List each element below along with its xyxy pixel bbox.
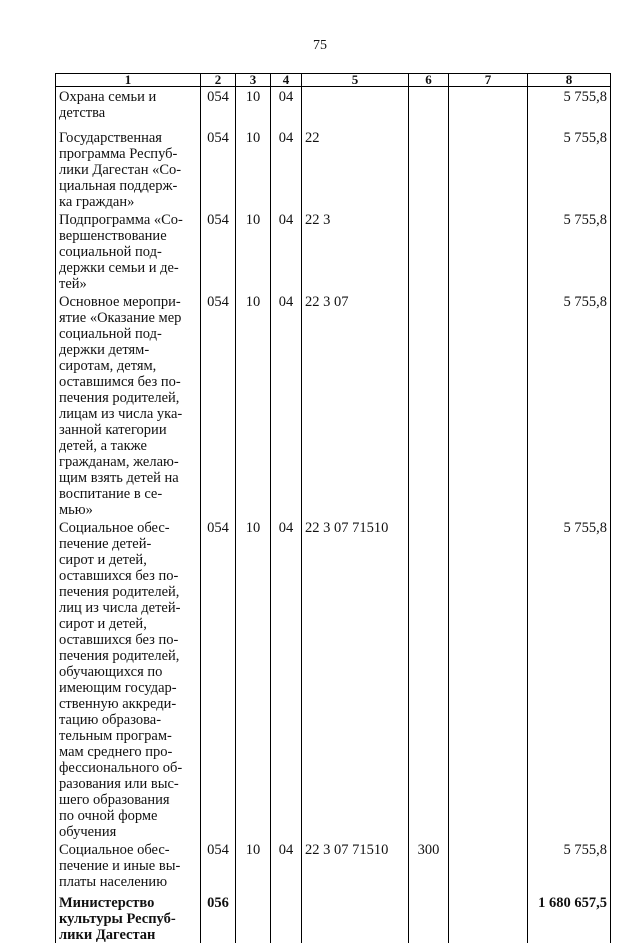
subsection-code-cell: 04 [271, 87, 302, 128]
expense-type-cell [409, 128, 449, 210]
table-row [56, 128, 611, 210]
row-name-cell: Охрана семьи и детства [56, 87, 201, 128]
column-7-cell [449, 87, 528, 128]
section-code-cell: 10 [236, 87, 271, 128]
column-7-cell [449, 518, 528, 840]
column-header: 5 [302, 74, 409, 87]
target-article-cell: 22 3 07 [302, 292, 409, 518]
chapter-code-cell: 054 [201, 518, 236, 840]
column-7-cell [449, 893, 528, 943]
amount-cell: 5 755,8 [528, 518, 611, 840]
amount-cell: 5 755,8 [528, 840, 611, 893]
column-7-cell [449, 292, 528, 518]
row-name-cell: Государственная программа Респуб- лики Дагестан «Со- циальная поддерж- ка граждан» [56, 128, 201, 210]
table-row [56, 893, 611, 943]
chapter-code-cell: 054 [201, 87, 236, 128]
subsection-code-cell: 04 [271, 128, 302, 210]
section-code-cell: 10 [236, 518, 271, 840]
target-article-cell [302, 893, 409, 943]
table-row [56, 210, 611, 292]
chapter-code-cell: 054 [201, 292, 236, 518]
table-row [56, 518, 611, 840]
section-code-cell: 10 [236, 128, 271, 210]
column-header: 7 [449, 74, 528, 87]
budget-table [55, 73, 611, 943]
table-row [56, 87, 611, 128]
table-row [56, 840, 611, 893]
target-article-cell: 22 3 07 71510 [302, 840, 409, 893]
subsection-code-cell: 04 [271, 840, 302, 893]
expense-type-cell [409, 893, 449, 943]
expense-type-cell [409, 518, 449, 840]
row-name-cell: Основное меропри- ятие «Оказание мер социальной под- держки детям- сиротам, детям, оставшимся без по- печения родителей, лицам из числа ука- занной категории детей, а также гражданам, желаю- щим взять детей на воспитание в се- мью» [56, 292, 201, 518]
expense-type-cell [409, 292, 449, 518]
chapter-code-cell: 056 [201, 893, 236, 943]
column-7-cell [449, 210, 528, 292]
page-number: 75 [313, 38, 327, 53]
amount-cell: 5 755,8 [528, 210, 611, 292]
subsection-code-cell [271, 893, 302, 943]
target-article-cell: 22 [302, 128, 409, 210]
amount-cell: 5 755,8 [528, 128, 611, 210]
column-header: 4 [271, 74, 302, 87]
table-body [56, 87, 611, 943]
section-code-cell: 10 [236, 210, 271, 292]
amount-cell: 5 755,8 [528, 292, 611, 518]
subsection-code-cell: 04 [271, 210, 302, 292]
target-article-cell: 22 3 [302, 210, 409, 292]
section-code-cell: 10 [236, 292, 271, 518]
target-article-cell [302, 87, 409, 128]
row-name-cell: Министерство культуры Респуб- лики Дагестан [56, 893, 201, 943]
column-header: 3 [236, 74, 271, 87]
chapter-code-cell: 054 [201, 128, 236, 210]
table-header [56, 74, 611, 87]
row-name-cell: Социальное обес- печение детей- сирот и детей, оставшихся без по- печения родителей, лиц из числа детей- сирот и детей, оставшихся без по- печения родителей, обучающихся по имеющим государ- ственную аккреди- тацию образова- тельным програм- мам среднего про- фессионального об- разования или выс- шего образования по очной форме обучения [56, 518, 201, 840]
target-article-cell: 22 3 07 71510 [302, 518, 409, 840]
chapter-code-cell: 054 [201, 840, 236, 893]
amount-cell: 1 680 657,5 [528, 893, 611, 943]
expense-type-cell [409, 87, 449, 128]
subsection-code-cell: 04 [271, 518, 302, 840]
subsection-code-cell: 04 [271, 292, 302, 518]
column-7-cell [449, 128, 528, 210]
column-7-cell [449, 840, 528, 893]
row-name-cell: Подпрограмма «Со- вершенствование социальной под- держки семьи и де- тей» [56, 210, 201, 292]
section-code-cell [236, 893, 271, 943]
chapter-code-cell: 054 [201, 210, 236, 292]
column-header: 2 [201, 74, 236, 87]
column-header: 8 [528, 74, 611, 87]
section-code-cell: 10 [236, 840, 271, 893]
row-name-cell: Социальное обес- печение и иные вы- платы населению [56, 840, 201, 893]
column-header: 6 [409, 74, 449, 87]
expense-type-cell: 300 [409, 840, 449, 893]
amount-cell: 5 755,8 [528, 87, 611, 128]
expense-type-cell [409, 210, 449, 292]
column-header: 1 [56, 74, 201, 87]
table-row [56, 292, 611, 518]
